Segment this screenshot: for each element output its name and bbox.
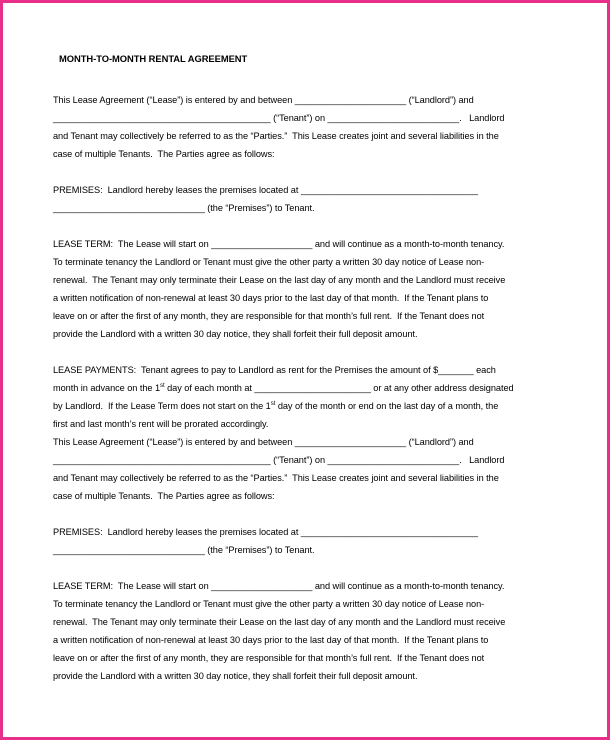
parties-paragraph <box>53 91 563 163</box>
text-line: This Lease Agreement (“Lease”) is entered by and between ______________________ (“Landlord”) and <box>53 437 474 447</box>
text-line: and Tenant may collectively be referred to as the “Parties.” This Lease creates joint and several liabilities in the <box>53 131 499 141</box>
text-line: provide the Landlord with a written 30 day notice, they shall forfeit their full deposit amount. <box>53 329 418 339</box>
lease-term-paragraph <box>53 235 563 343</box>
text-line: a written notification of non-renewal at least 30 days prior to the last day of that month. If the Tenant plans to <box>53 293 489 303</box>
text-line: case of multiple Tenants. The Parties agree as follows: <box>53 149 275 159</box>
document-page <box>6 6 604 734</box>
text-line: PREMISES: Landlord hereby leases the premises located at ___________________________________ <box>53 185 478 195</box>
text-line: This Lease Agreement (“Lease”) is entered by and between ______________________ (“Landlord”) and <box>53 95 474 105</box>
premises-paragraph <box>53 181 563 217</box>
text-line: To terminate tenancy the Landlord or Tenant must give the other party a written 30 day notice of Lease non- <box>53 257 485 267</box>
document-paragraphs <box>53 91 563 685</box>
text-line: renewal. The Tenant may only terminate their Lease on the last day of any month and the Landlord must receive <box>53 275 506 285</box>
text-line: PREMISES: Landlord hereby leases the premises located at ___________________________________ <box>53 527 478 537</box>
paragraph-gap <box>53 163 563 181</box>
text-line: To terminate tenancy the Landlord or Tenant must give the other party a written 30 day notice of Lease non- <box>53 599 485 609</box>
text-line: LEASE PAYMENTS: Tenant agrees to pay to Landlord as rent for the Premises the amount of $_______ each <box>53 365 496 375</box>
text-line: ______________________________ (the “Premises”) to Tenant. <box>53 203 315 213</box>
text-line: and Tenant may collectively be referred to as the “Parties.” This Lease creates joint and several liabilities in the <box>53 473 499 483</box>
parties-paragraph-repeat <box>53 433 563 505</box>
document-body <box>53 50 563 685</box>
text-line: provide the Landlord with a written 30 day notice, they shall forfeit their full deposit amount. <box>53 671 418 681</box>
lease-term-paragraph-repeat <box>53 577 563 685</box>
text-line: LEASE TERM: The Lease will start on ____________________ and will continue as a month-to-month tenancy. <box>53 581 505 591</box>
lease-payments-paragraph <box>53 361 563 433</box>
paragraph-gap <box>53 217 563 235</box>
text-line: case of multiple Tenants. The Parties agree as follows: <box>53 491 275 501</box>
text-line: by Landlord. If the Lease Term does not start on the 1st day of the month or end on the last day of a month, the <box>53 400 499 411</box>
paragraph-gap <box>53 505 563 523</box>
text-line: ___________________________________________ (“Tenant”) on __________________________. Landlord <box>53 113 505 123</box>
text-line: month in advance on the 1st day of each month at _______________________ or at any other address designated <box>53 382 514 393</box>
text-line: leave on or after the first of any month, they are responsible for that month’s full rent. If the Tenant does not <box>53 311 485 321</box>
text-line: first and last month’s rent will be prorated accordingly. <box>53 419 269 429</box>
paragraph-gap <box>53 343 563 361</box>
text-line: a written notification of non-renewal at least 30 days prior to the last day of that month. If the Tenant plans to <box>53 635 489 645</box>
text-line: ___________________________________________ (“Tenant”) on __________________________. Landlord <box>53 455 505 465</box>
text-line: ______________________________ (the “Premises”) to Tenant. <box>53 545 315 555</box>
text-line: renewal. The Tenant may only terminate their Lease on the last day of any month and the Landlord must receive <box>53 617 506 627</box>
premises-paragraph-repeat <box>53 523 563 559</box>
paragraph-gap <box>53 559 563 577</box>
text-line: leave on or after the first of any month, they are responsible for that month’s full rent. If the Tenant does not <box>53 653 485 663</box>
document-title: MONTH-TO-MONTH RENTAL AGREEMENT <box>59 53 248 64</box>
text-line: LEASE TERM: The Lease will start on ____________________ and will continue as a month-to-month tenancy. <box>53 239 505 249</box>
